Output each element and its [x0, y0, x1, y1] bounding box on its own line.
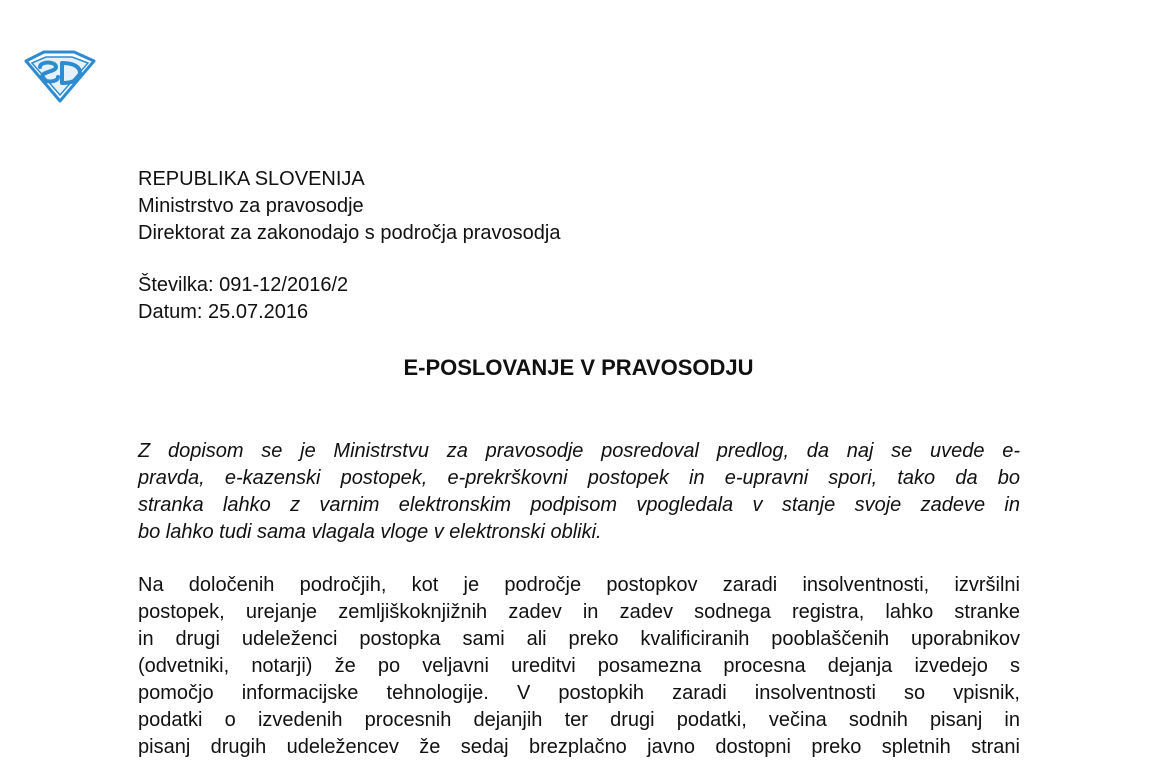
letterhead-ministry: Ministrstvo za pravosodje — [138, 195, 364, 217]
document-title: E-POSLOVANJE V PRAVOSODJU — [403, 355, 754, 380]
paragraph-line: pravda, e-kazenski postopek, e-prekrškovni postopek in e-upravni spori, tako da bo — [138, 467, 1020, 489]
paragraph-line: stranka lahko z varnim elektronskim podpisom vpogledala v stanje svoje zadeve in — [138, 494, 1020, 516]
paragraph-body — [138, 572, 1020, 761]
paragraph-line: bo lahko tudi sama vlagala vloge v elektronski obliki. — [138, 521, 602, 543]
paragraph-line: Na določenih področjih, kot je področje postopkov zaradi insolventnosti, izvršilni — [138, 574, 1020, 596]
letterhead-directorate: Direktorat za zakonodajo s področja pravosodja — [138, 222, 561, 244]
paragraph-line: podatki o izvedenih procesnih dejanjih ter drugi podatki, večina sodnih pisanj in — [138, 709, 1020, 731]
document-number: Številka: 091-12/2016/2 — [138, 274, 349, 296]
paragraph-line: in drugi udeleženci postopka sami ali preko kvalificiranih pooblaščenih uporabnikov — [138, 628, 1020, 650]
ministry-emblem-logo — [22, 49, 96, 104]
document-meta — [138, 272, 348, 326]
paragraph-line: pisanj drugih udeležencev že sedaj brezplačno javno dostopni preko spletnih strani — [138, 736, 1020, 758]
paragraph-line: pomočjo informacijske tehnologije. V postopkih zaradi insolventnosti so vpisnik, — [138, 682, 1020, 704]
paragraph-line: postopek, urejanje zemljiškoknjižnih zadev in zadev sodnega registra, lahko stranke — [138, 601, 1020, 623]
paragraph-line: (odvetniki, notarji) že po veljavni ureditvi posamezna procesna dejanja izvedejo s — [138, 655, 1020, 677]
paragraph-line: Z dopisom se je Ministrstvu za pravosodje posredoval predlog, da naj se uvede e- — [138, 440, 1020, 462]
letterhead — [138, 166, 560, 247]
shield-logo-icon — [22, 49, 96, 104]
letterhead-country: REPUBLIKA SLOVENIJA — [138, 168, 365, 190]
document-date: Datum: 25.07.2016 — [138, 301, 309, 323]
paragraph-intro — [138, 438, 1020, 546]
